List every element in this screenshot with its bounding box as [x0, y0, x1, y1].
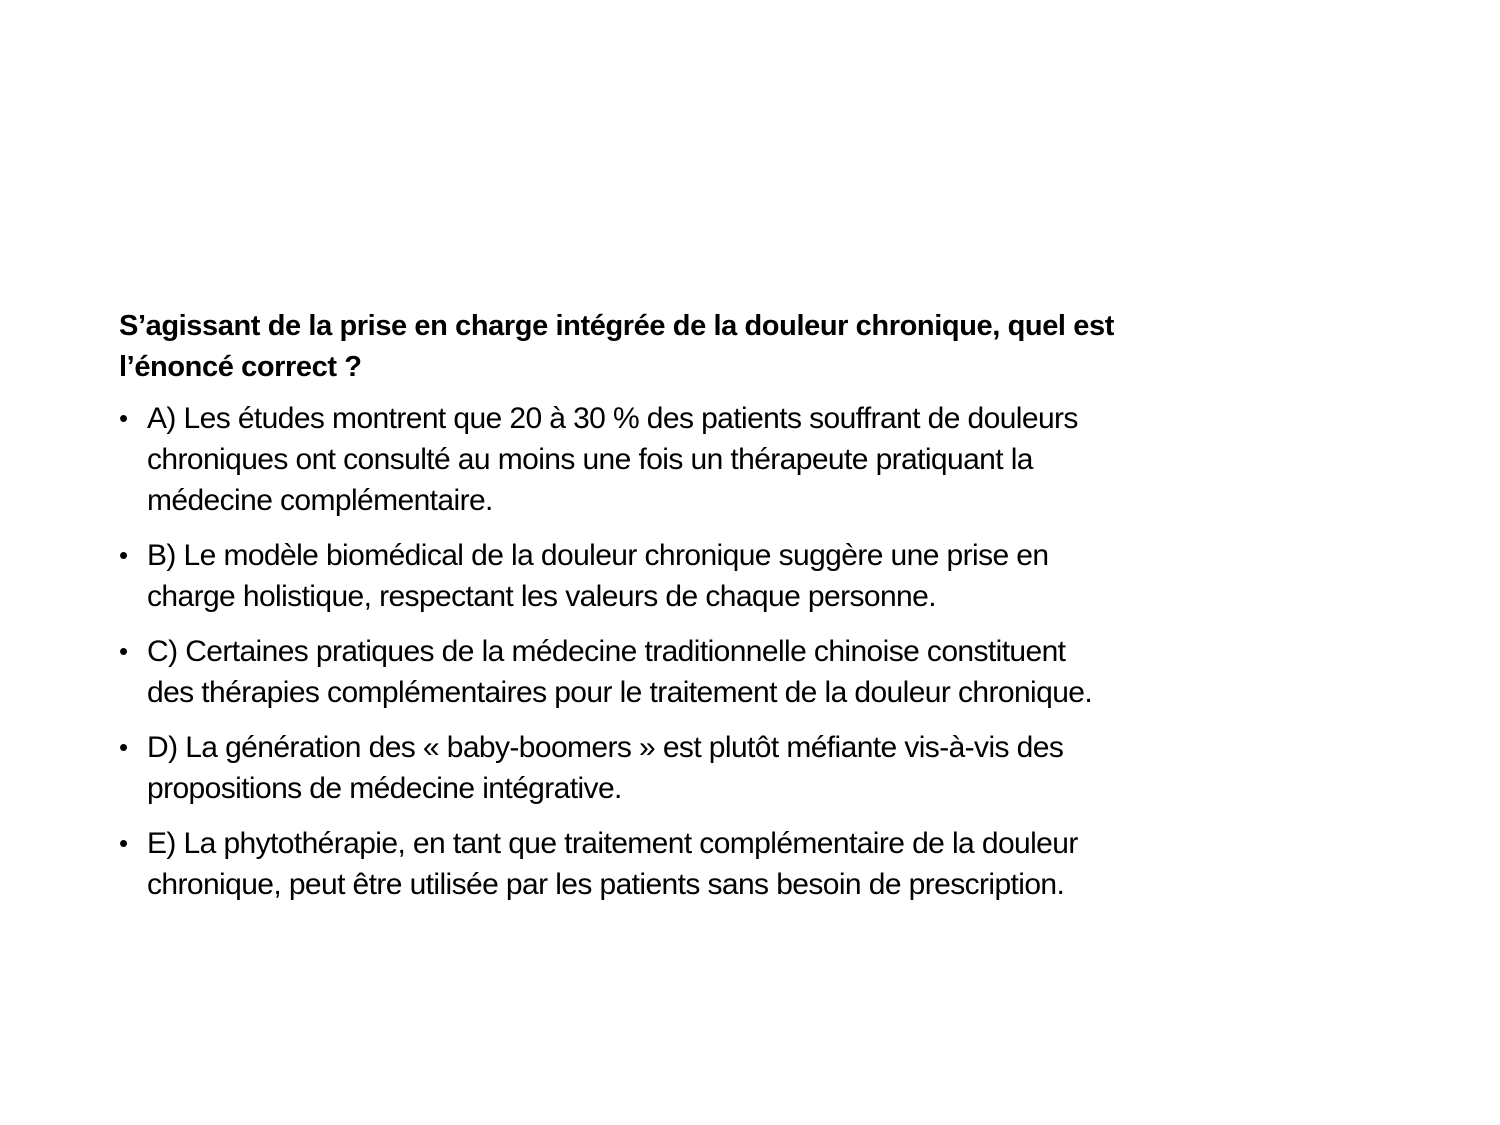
option-line: E) La phytothérapie, en tant que traitement complémentaire de la douleur	[147, 827, 1078, 860]
slide-content	[119, 306, 1399, 919]
option-line: des thérapies complémentaires pour le traitement de la douleur chronique.	[147, 676, 1093, 709]
answer-option-b	[119, 535, 1399, 617]
answer-option-a	[119, 398, 1399, 521]
question-line: l’énoncé correct ?	[119, 351, 362, 383]
option-line: chronique, peut être utilisée par les patients sans besoin de prescription.	[147, 868, 1065, 901]
bullet-icon: •	[119, 403, 128, 433]
answer-option-c	[119, 631, 1399, 713]
option-line: B) Le modèle biomédical de la douleur chronique suggère une prise en	[147, 539, 1049, 572]
option-line: A) Les études montrent que 20 à 30 % des patients souffrant de douleurs	[147, 402, 1078, 435]
answer-option-d	[119, 727, 1399, 809]
bullet-icon: •	[119, 732, 128, 762]
answer-options-list	[119, 398, 1399, 905]
option-line: charge holistique, respectant les valeurs de chaque personne.	[147, 580, 936, 613]
bullet-icon: •	[119, 636, 128, 666]
question-text	[119, 306, 1399, 388]
question-line: S’agissant de la prise en charge intégrée de la douleur chronique, quel est	[119, 310, 1114, 342]
bullet-icon: •	[119, 540, 128, 570]
option-line: D) La génération des « baby-boomers » est plutôt méfiante vis-à-vis des	[147, 731, 1064, 764]
option-line: propositions de médecine intégrative.	[147, 772, 622, 805]
option-line: chroniques ont consulté au moins une fois un thérapeute pratiquant la	[147, 443, 1033, 476]
answer-option-e	[119, 823, 1399, 905]
option-line: C) Certaines pratiques de la médecine traditionnelle chinoise constituent	[147, 635, 1066, 668]
bullet-icon: •	[119, 828, 128, 858]
option-line: médecine complémentaire.	[147, 484, 493, 517]
